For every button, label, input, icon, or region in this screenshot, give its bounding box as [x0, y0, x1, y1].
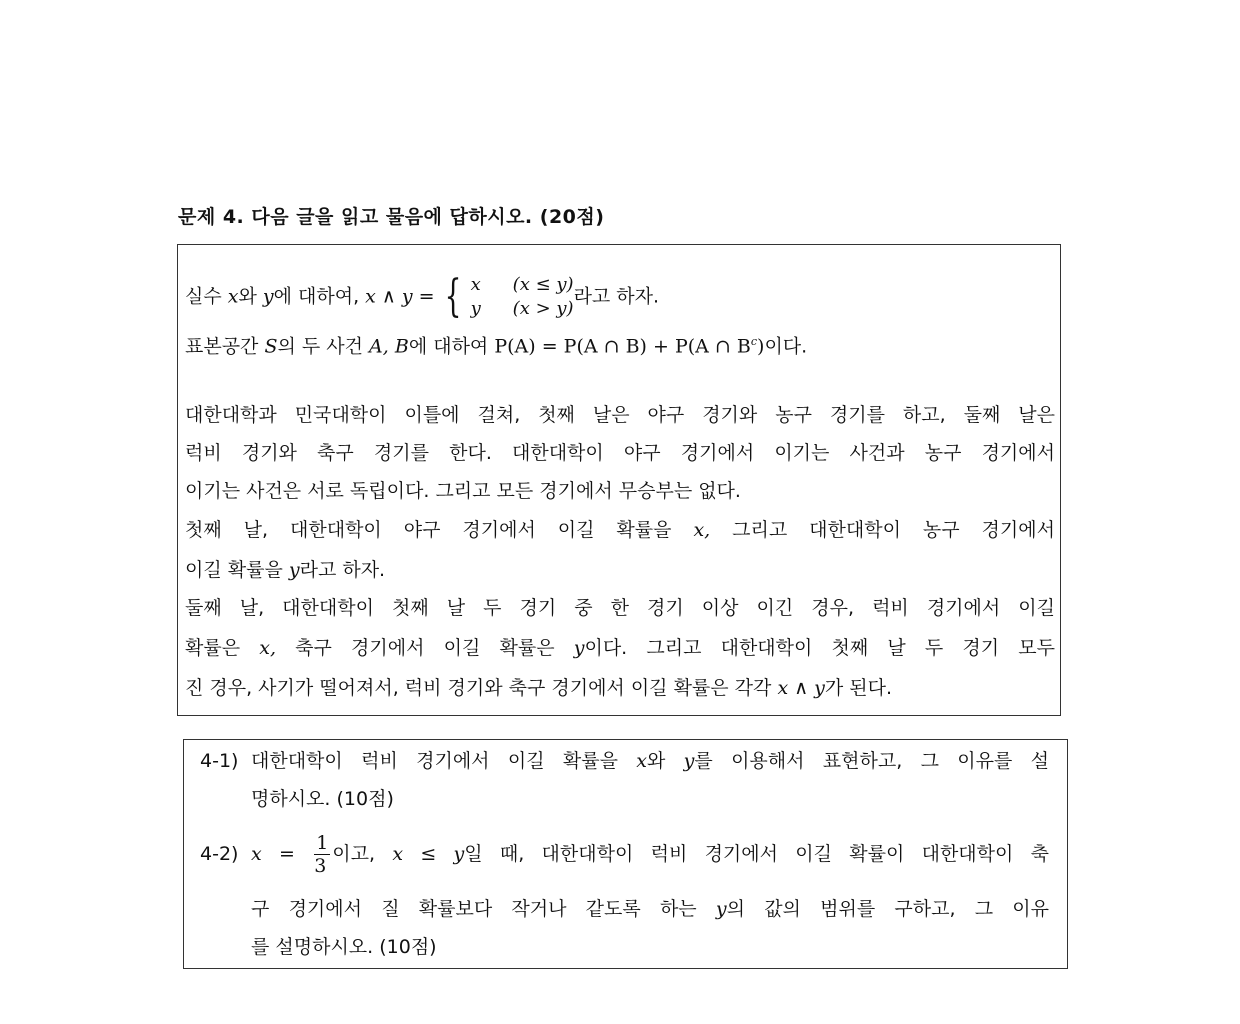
question-4-1-line-2: 명하시오. (10점)	[251, 788, 394, 810]
definition-probability-identity: 표본공간 S의 두 사건 A, B에 대하여 P(A) = P(A ∩ B) + P(A ∩ $B^c$)이다.	[185, 335, 808, 358]
paragraph-2-line-1: 첫째 날, 대한대학이 야구 경기에서 이길 확률을 x, 그리고 대한대학이 농구 경기에서	[185, 519, 1055, 541]
left-brace: {	[444, 271, 462, 322]
question-4-2-label: 4-2)	[200, 843, 239, 865]
question-4-2-line-1: x = $\frac{1}{3}$ 이고, x ≤ y일 때, 대한대학이 럭비 경기에서 이길 확률이 대한대학이 축	[251, 832, 1049, 877]
paragraph-3-line-3: 진 경우, 사기가 떨어져서, 럭비 경기와 축구 경기에서 이길 확률은 각각 x ∧ y가 된다.	[185, 677, 893, 699]
problem-statement-box	[177, 244, 1061, 716]
questions-box	[183, 739, 1068, 969]
question-4-2-line-2: 구 경기에서 질 확률보다 작거나 같도록 하는 y의 값의 범위를 구하고, 그 이유	[251, 898, 1049, 920]
definition-min-operator: 실수 x와 y에 대하여, x ∧ y = { x (x ≤ y) y (x > y) 라고 하자.	[185, 271, 660, 322]
paragraph-3-line-2: 확률은 x, 축구 경기에서 이길 확률은 y이다. 그리고 대한대학이 첫째 날 두 경기 모두	[185, 637, 1056, 659]
question-4-1-label: 4-1)	[200, 750, 239, 772]
piecewise-cases: { x (x ≤ y) y (x > y)	[444, 271, 574, 322]
problem-title: 문제 4. 다음 글을 읽고 물음에 답하시오. (20점)	[178, 206, 605, 228]
paragraph-3-line-1: 둘째 날, 대한대학이 첫째 날 두 경기 중 한 경기 이상 이긴 경우, 럭비 경기에서 이길	[185, 597, 1055, 619]
paragraph-1-line-3: 이기는 사건은 서로 독립이다. 그리고 모든 경기에서 무승부는 없다.	[185, 480, 741, 502]
question-4-1-line-1: 대한대학이 럭비 경기에서 이길 확률을 x와 y를 이용해서 표현하고, 그 이유를 설	[251, 750, 1049, 772]
paragraph-1-line-2: 럭비 경기와 축구 경기를 한다. 대한대학이 야구 경기에서 이기는 사건과 농구 경기에서	[185, 442, 1055, 464]
fraction-one-third: $\frac{1}{3}$	[314, 832, 329, 877]
paragraph-1-line-1: 대한대학과 민국대학이 이틀에 걸쳐, 첫째 날은 야구 경기와 농구 경기를 하고, 둘째 날은	[185, 404, 1055, 426]
question-4-2-line-3: 를 설명하시오. (10점)	[251, 936, 437, 958]
paragraph-2-line-2: 이길 확률을 y라고 하자.	[185, 559, 386, 581]
